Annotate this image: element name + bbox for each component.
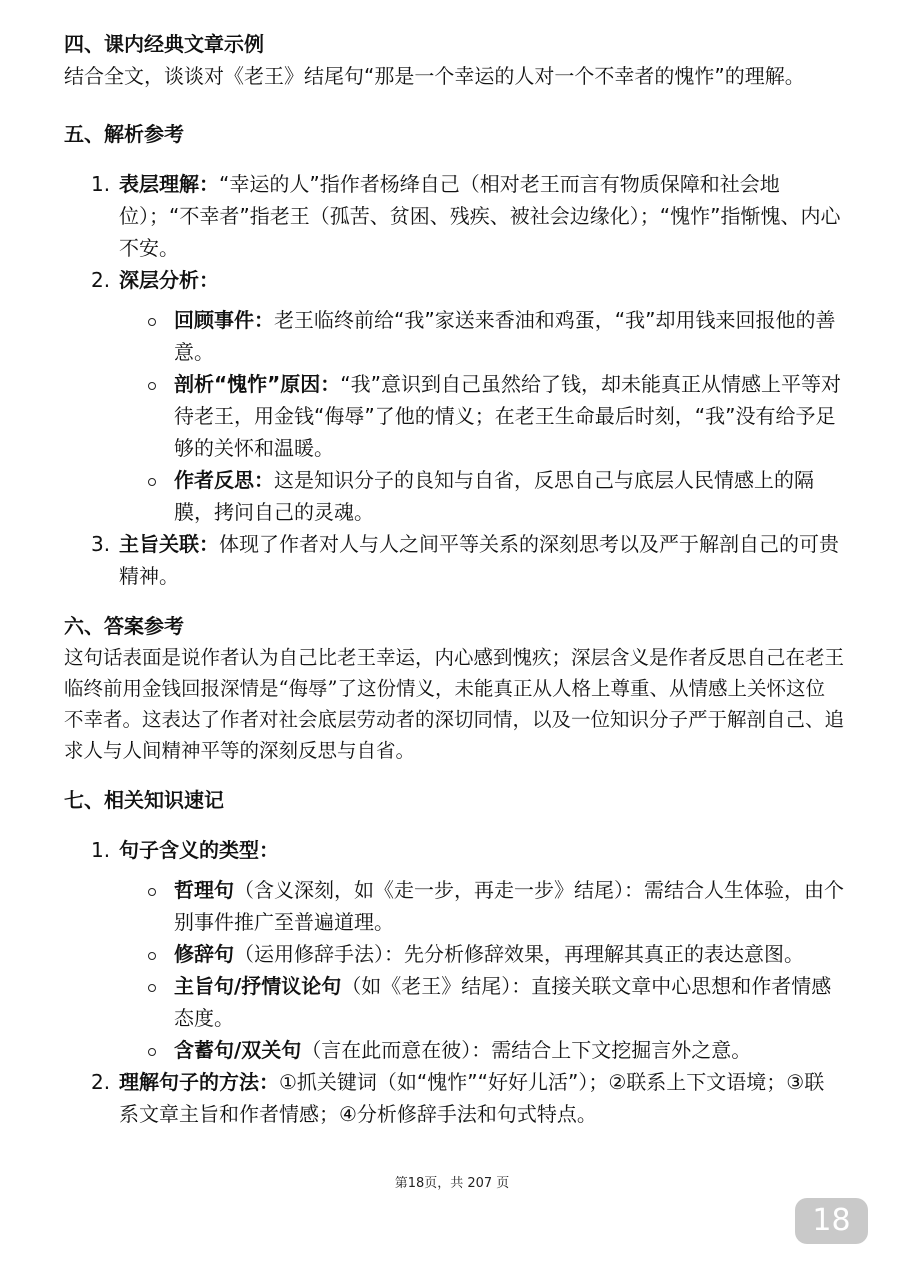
sub-item-text: （运用修辞手法）：先分析修辞效果，再理解其真正的表达意图。 — [234, 942, 804, 966]
analysis-list — [64, 168, 844, 592]
sub-item-label: 剖析“愧怍”原因： — [174, 372, 341, 396]
item-label: 深层分析： — [119, 268, 219, 292]
knowledge-item-2 — [64, 1066, 844, 1130]
sub-item — [64, 938, 844, 970]
analysis-item-3 — [64, 528, 844, 592]
sub-item-label: 修辞句 — [174, 942, 234, 966]
item-label: 表层理解： — [119, 172, 219, 196]
analysis-sublist — [119, 304, 844, 528]
circle-bullet-icon — [148, 318, 156, 326]
sub-item-text: （如《老王》结尾）：直接关联文章中心思想和作者情感态度。 — [174, 974, 832, 1030]
sub-item-text: 老王临终前给“我”家送来香油和鸡蛋，“我”却用钱来回报他的善意。 — [174, 308, 836, 364]
knowledge-sublist — [119, 874, 844, 1066]
sub-item-label: 作者反思： — [174, 468, 274, 492]
document-page — [64, 28, 844, 1130]
section-6-title: 六、答案参考 — [64, 614, 184, 638]
circle-bullet-icon — [148, 1048, 156, 1056]
section-4-body: 结合全文，谈谈对《老王》结尾句“那是一个幸运的人对一个不幸者的愧怍”的理解。 — [64, 64, 805, 88]
sub-item-label: 主旨句/抒情议论句 — [174, 974, 342, 998]
sub-item — [64, 368, 844, 464]
circle-bullet-icon — [148, 888, 156, 896]
list-number: 1. — [91, 838, 111, 862]
knowledge-item-1 — [64, 834, 844, 1066]
analysis-item-1 — [64, 168, 844, 264]
item-label: 理解句子的方法： — [119, 1070, 279, 1094]
sub-item — [64, 970, 844, 1034]
list-number: 2. — [91, 268, 111, 292]
sub-item-label: 哲理句 — [174, 878, 234, 902]
sub-item-text: 这是知识分子的良知与自省，反思自己与底层人民情感上的隔膜，拷问自己的灵魂。 — [174, 468, 814, 524]
item-label: 主旨关联： — [119, 532, 219, 556]
circle-bullet-icon — [148, 984, 156, 992]
sub-item-text: “我”意识到自己虽然给了钱，却未能真正从情感上平等对待老王，用金钱“侮辱”了他的情义；在老王生命最后时刻，“我”没有给予足够的关怀和温暖。 — [174, 372, 842, 460]
sub-item-text: （含义深刻，如《走一步，再走一步》结尾）：需结合人生体验，由个别事件推广至普遍道理。 — [174, 878, 844, 934]
item-text: ①抓关键词（如“愧怍”“好好儿活”）；②联系上下文语境；③联系文章主旨和作者情感；④分析修辞手法和句式特点。 — [119, 1070, 825, 1126]
list-number: 1. — [91, 172, 111, 196]
item-text: “幸运的人”指作者杨绛自己（相对老王而言有物质保障和社会地位）；“不幸者”指老王（孤苦、贫困、残疾、被社会边缘化）；“愧怍”指惭愧、内心不安。 — [119, 172, 841, 260]
list-number: 3. — [91, 532, 111, 556]
page-number-badge: 18 — [795, 1198, 868, 1244]
circle-bullet-icon — [148, 952, 156, 960]
item-label: 句子含义的类型： — [119, 838, 279, 862]
section-5-title: 五、解析参考 — [64, 122, 184, 146]
circle-bullet-icon — [148, 382, 156, 390]
analysis-item-2 — [64, 264, 844, 528]
sub-item-label: 回顾事件： — [174, 308, 274, 332]
section-6-body: 这句话表面是说作者认为自己比老王幸运，内心感到愧疚；深层含义是作者反思自己在老王临终前用金钱回报深情是“侮辱”了这份情义，未能真正从人格上尊重、从情感上关怀这位不幸者。这表达了作者对社会底层劳动者的深切同情，以及一位知识分子严于解剖自己、追求人与人间精神平等的深刻反思与自省。 — [64, 646, 845, 762]
sub-item — [64, 304, 844, 368]
sub-item — [64, 1034, 844, 1066]
section-4-title: 四、课内经典文章示例 — [64, 32, 264, 56]
item-text: 体现了作者对人与人之间平等关系的深刻思考以及严于解剖自己的可贵精神。 — [119, 532, 839, 588]
sub-item-text: （言在此而意在彼）：需结合上下文挖掘言外之意。 — [301, 1038, 752, 1062]
sub-item-label: 含蓄句/双关句 — [174, 1038, 302, 1062]
page-footer: 第18页，共 207 页 — [394, 1176, 510, 1191]
list-number: 2. — [91, 1070, 111, 1094]
sub-item — [64, 874, 844, 938]
knowledge-list — [64, 834, 844, 1130]
sub-item — [64, 464, 844, 528]
section-7-title: 七、相关知识速记 — [64, 788, 224, 812]
circle-bullet-icon — [148, 478, 156, 486]
